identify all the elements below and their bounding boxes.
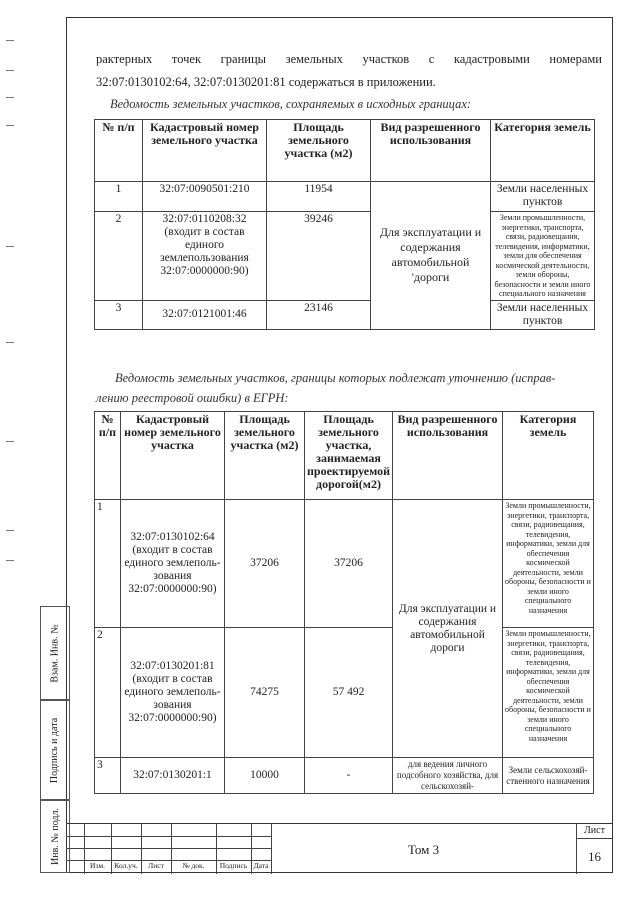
table-row bbox=[95, 758, 594, 794]
cell-area: 37206 bbox=[225, 500, 305, 628]
stamp-list-label: Лист bbox=[584, 825, 605, 836]
table1-caption: Ведомость земельных участков, сохраняемых в исходных границах: bbox=[110, 97, 472, 111]
title-block bbox=[66, 823, 613, 874]
table-row bbox=[95, 182, 595, 212]
header-occupied-area: Площадь земельного участка, занимаемая проектируемой дорогой(м2) bbox=[305, 412, 393, 500]
header-cadastral: Кадастровый номер земельного участка bbox=[121, 412, 225, 500]
cell-cadastral: 32:07:0130201:1 bbox=[121, 758, 225, 794]
header-area: Площадь земельного участка (м2) bbox=[225, 412, 305, 500]
cell-use: для ведения личного подсобного хозяйства, для сельскохозяй- bbox=[393, 758, 503, 794]
header-cadastral: Кадастровый номер земельного участка bbox=[143, 120, 267, 182]
table-row bbox=[95, 300, 595, 329]
cell-category: Земли сельскохозяй-ственного назначения bbox=[503, 758, 594, 794]
margin-tick bbox=[6, 70, 14, 71]
table1-header-row bbox=[95, 120, 595, 182]
header-use: Вид разрешенного использования bbox=[393, 412, 503, 500]
cell-area: 23146 bbox=[267, 300, 371, 329]
header-area: Площадь земельного участка (м2) bbox=[267, 120, 371, 182]
cell-occupied-area: 57 492 bbox=[305, 628, 393, 758]
cell-area: 39246 bbox=[267, 212, 371, 301]
table-row bbox=[95, 500, 594, 628]
table-row bbox=[95, 212, 595, 301]
cell-area: 11954 bbox=[267, 182, 371, 212]
cell-num: 3 bbox=[95, 758, 121, 794]
stamp-col-doc: № док. bbox=[182, 861, 205, 870]
stamp-col-list: Лист bbox=[148, 861, 164, 870]
cell-num: 1 bbox=[95, 500, 121, 628]
cell-area: 74275 bbox=[225, 628, 305, 758]
margin-tick bbox=[6, 441, 14, 442]
cell-cadastral: 32:07:0130102:64 (входит в состав единого землеполь-зования 32:07:0000000:90) bbox=[121, 500, 225, 628]
header-num: № п/п bbox=[95, 120, 143, 182]
side-field-vzam bbox=[40, 606, 70, 700]
stamp-col-date: Дата bbox=[253, 861, 269, 870]
stamp-line bbox=[66, 836, 271, 837]
stamp-col-kol: Кол.уч. bbox=[114, 861, 138, 870]
cell-occupied-area: - bbox=[305, 758, 393, 794]
cell-num: 2 bbox=[95, 212, 143, 301]
margin-tick bbox=[6, 246, 14, 247]
cell-category: Земли населенных пунктов bbox=[491, 300, 595, 329]
cell-cadastral: 32:07:0130201:81 (входит в состав единого землеполь-зования 32:07:0000000:90) bbox=[121, 628, 225, 758]
intro-line-2: 32:07:0130102:64, 32:07:0130201:81 содержаться в приложении. bbox=[96, 75, 436, 89]
cell-num: 2 bbox=[95, 628, 121, 758]
table1 bbox=[94, 119, 595, 330]
side-label-inv: Инв. № подл. bbox=[49, 808, 61, 865]
header-use: Вид разрешенного использования bbox=[371, 120, 491, 182]
margin-tick bbox=[6, 125, 14, 126]
cell-num: 3 bbox=[95, 300, 143, 329]
table-row bbox=[95, 628, 594, 758]
header-category: Категория земель bbox=[491, 120, 595, 182]
cell-category: Земли населенных пунктов bbox=[491, 182, 595, 212]
cell-area: 10000 bbox=[225, 758, 305, 794]
side-label-podpis: Подпись и дата bbox=[49, 717, 61, 783]
cell-cadastral: 32:07:0121001:46 bbox=[143, 300, 267, 329]
cell-category: Земли промышленности, энергетики, транспорта, связи, радиовещания, телевидения, информатики, земли для обеспечения космической деятельности, земли обороны, безопасности и земли иного специального назначения bbox=[491, 212, 595, 301]
table2-caption-line-1: Ведомость земельных участков, границы которых подлежат уточнению (исправ- bbox=[115, 371, 556, 385]
margin-tick bbox=[6, 560, 14, 561]
intro-line-1: рактерных точек границы земельных участков с кадастровыми номерами bbox=[96, 52, 602, 66]
stamp-col-sign: Подпись bbox=[219, 861, 248, 870]
cell-category: Земли промышленности, энергетики, транспорта, связи, радиовещания, телевидения, информатики, земли для обеспечения космической деятельности, земли обороны, безопасности и земли иного специального назначения bbox=[503, 500, 594, 628]
margin-tick bbox=[6, 40, 14, 41]
margin-tick bbox=[6, 530, 14, 531]
header-category: Категория земель bbox=[503, 412, 594, 500]
header-num: № п/п bbox=[95, 412, 121, 500]
cell-cadastral: 32:07:0090501:210 bbox=[143, 182, 267, 212]
cell-category: Земли промышленности, энергетики, транспорта, связи, радиовещания, телевидения, информатики, земли для обеспечения космической деятельности, земли обороны, безопасности и земли иного специального назначения bbox=[503, 628, 594, 758]
cell-occupied-area: 37206 bbox=[305, 500, 393, 628]
stamp-line bbox=[576, 838, 613, 839]
table2-header-row bbox=[95, 412, 594, 500]
side-field-podpis bbox=[40, 700, 70, 800]
cell-use: Для эксплуатации и содержания автомобильной дороги bbox=[393, 500, 503, 758]
cell-use: Для эксплуатации и содержания автомобильной 'дороги bbox=[371, 182, 491, 330]
margin-tick bbox=[6, 342, 14, 343]
cell-cadastral: 32:07:0110208:32 (входит в состав единого землепользования 32:07:0000000:90) bbox=[143, 212, 267, 301]
page-number: 16 bbox=[588, 849, 601, 864]
table2 bbox=[94, 411, 594, 794]
cell-num: 1 bbox=[95, 182, 143, 212]
table2-caption-line-2: лению реестровой ошибки) в ЕГРН: bbox=[96, 391, 289, 405]
side-label-vzam: Взам. Инв. № bbox=[49, 623, 61, 683]
margin-tick bbox=[6, 97, 14, 98]
stamp-title: Том 3 bbox=[407, 842, 440, 857]
stamp-col-izm: Изм. bbox=[90, 861, 105, 870]
stamp-line bbox=[66, 848, 271, 849]
